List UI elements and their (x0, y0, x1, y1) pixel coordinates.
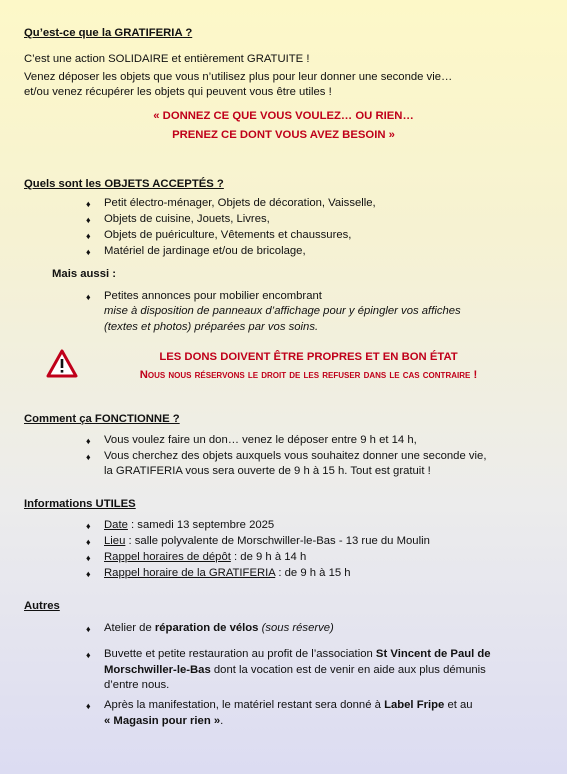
info-open-hours (104, 567, 351, 579)
date-label: Date (104, 519, 128, 531)
bullet-icon: ♦ (86, 199, 91, 209)
how-item-1: Vous voulez faire un don… venez le déposer entre 9 h et 14 h, (104, 434, 417, 446)
text: Atelier de (104, 622, 155, 634)
section-title-how: Comment ça FONCTIONNE ? (24, 413, 180, 425)
intro-line-1: C’est une action SOLIDAIRE et entièrement GRATUITE ! (24, 53, 310, 65)
bullet-icon: ♦ (86, 452, 91, 462)
slogan-line-1: « DONNEZ CE QUE VOUS VOULEZ… OU RIEN… (153, 110, 414, 122)
how-item-2-line-2: la GRATIFERIA vous sera ouverte de 9 h à 15 h. Tout est gratuit ! (104, 465, 431, 477)
also-item: Petites annonces pour mobilier encombrant (104, 290, 322, 302)
other-item-bike (104, 622, 334, 634)
text-bold: réparation de vélos (154, 622, 259, 634)
section-title-info: Informations UTILES (24, 498, 136, 510)
text-bold: Label Fripe (384, 699, 445, 711)
warning-line-2: Nous nous réservons le droit de les refuser dans le cas contraire ! (139, 369, 478, 381)
bullet-icon: ♦ (86, 215, 91, 225)
other-item-food-line-3: d’entre nous. (104, 679, 170, 691)
date-value: : samedi 13 septembre 2025 (127, 519, 275, 531)
place-value: : salle polyvalente de Morschwiller-le-Bas - 13 rue du Moulin (125, 535, 430, 547)
bullet-icon: ♦ (86, 624, 91, 634)
also-item-detail-1: mise à disposition de panneaux d’affichage pour y épingler vos affiches (104, 305, 461, 317)
bullet-icon: ♦ (86, 569, 91, 579)
other-item-food-line-2 (104, 664, 486, 676)
section-title-accepted: Quels sont les OBJETS ACCEPTÉS ? (24, 178, 224, 190)
warning-line-1: LES DONS DOIVENT ÊTRE PROPRES ET EN BON ÉTAT (159, 351, 458, 363)
bullet-icon: ♦ (86, 553, 91, 563)
section-title-what: Qu’est-ce que la GRATIFERIA ? (24, 27, 193, 39)
text: Buvette et petite restauration au profit de l’association (104, 648, 376, 660)
text: Après la manifestation, le matériel restant sera donné à (104, 699, 385, 711)
bullet-icon: ♦ (86, 521, 91, 531)
accepted-item: Objets de puériculture, Vêtements et chaussures, (104, 229, 352, 241)
bullet-icon: ♦ (86, 537, 91, 547)
bullet-icon: ♦ (86, 650, 91, 660)
accepted-item: Matériel de jardinage et/ou de bricolage, (104, 245, 306, 257)
bullet-icon: ♦ (86, 247, 91, 257)
info-date (104, 519, 274, 531)
bullet-icon: ♦ (86, 436, 91, 446)
text: dont la vocation est de venir en aide aux plus démunis (210, 664, 486, 676)
drop-label: Rappel horaires de dépôt (104, 551, 231, 563)
text-bold: Morschwiller-le-Bas (104, 664, 211, 676)
how-item-2-line-1: Vous cherchez des objets auxquels vous souhaitez donner une seconde vie, (104, 450, 487, 462)
bullet-icon: ♦ (86, 701, 91, 711)
also-heading: Mais aussi : (52, 268, 117, 280)
open-value: : de 9 h à 15 h (275, 567, 351, 579)
text-bold: St Vincent de Paul de (375, 648, 491, 660)
intro-line-2: Venez déposer les objets que vous n’utilisez plus pour leur donner une seconde vie… (24, 71, 453, 83)
text-bold: « Magasin pour rien » (104, 715, 221, 727)
open-label: Rappel horaire de la GRATIFERIA (104, 567, 276, 579)
other-item-donation-line-2 (104, 715, 223, 727)
drop-value: : de 9 h à 14 h (230, 551, 307, 563)
bullet-icon: ♦ (86, 231, 91, 241)
bullet-icon: ♦ (86, 292, 91, 302)
text-italic: (sous réserve) (258, 622, 334, 634)
info-place (104, 535, 430, 547)
text: et au (444, 699, 473, 711)
slogan-line-2: PRENEZ CE DONT VOUS AVEZ BESOIN » (172, 129, 395, 141)
other-item-food-line-1 (104, 648, 491, 660)
accepted-item: Objets de cuisine, Jouets, Livres, (104, 213, 270, 225)
place-label: Lieu (104, 535, 126, 547)
accepted-item: Petit électro-ménager, Objets de décoration, Vaisselle, (104, 197, 376, 209)
info-drop-hours (104, 551, 306, 563)
other-item-donation-line-1 (104, 699, 473, 711)
section-title-others: Autres (24, 600, 60, 612)
intro-line-3: et/ou venez récupérer les objets qui peuvent vous être utiles ! (24, 86, 332, 98)
also-item-detail-2: (textes et photos) préparées par vos soins. (104, 321, 319, 333)
text: . (220, 715, 224, 727)
